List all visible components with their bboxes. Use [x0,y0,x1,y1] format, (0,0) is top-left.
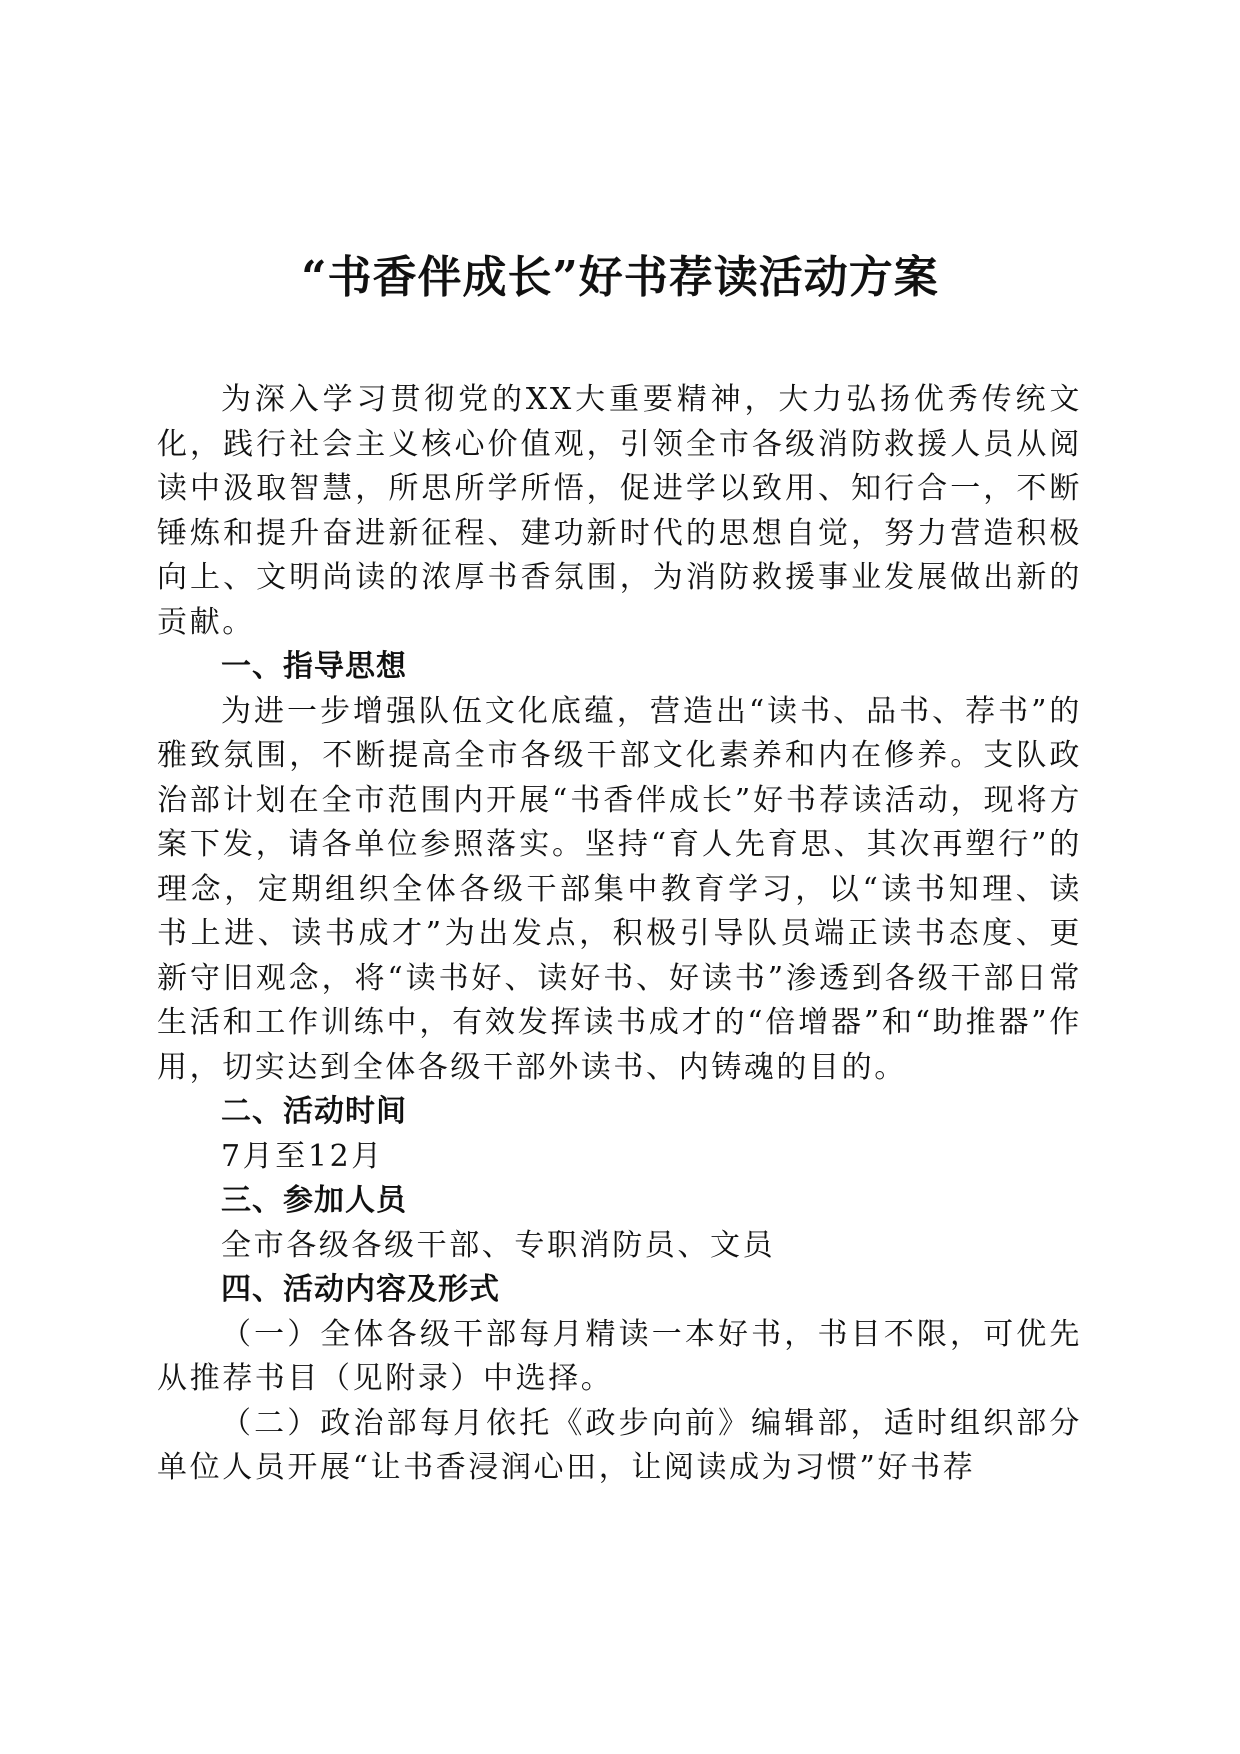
activity-time-paragraph: 7月至12月 [221,1138,384,1174]
participants-paragraph: 全市各级各级干部、专职消防员、文员 [221,1227,776,1263]
document-title: “书香伴成长”好书荐读活动方案 [301,252,939,303]
intro-paragraph: 为深入学习贯彻党的XX大重要精神，大力弘扬优秀传统文化，践行社会主义核心价值观，引领全市各级消防救援人员从阅读中汲取智慧，所思所学所悟，促进学以致用、知行合一，不断锤炼和提升奋进新征程、建功新时代的思想自觉，努力营造积极向上、文明尚读的浓厚书香氛围，为消防救援事业发展做出新的贡献。 [157,382,1082,640]
section-heading-content-and-form: 四、活动内容及形式 [221,1272,500,1307]
section-heading-participants: 三、参加人员 [221,1183,407,1218]
document-body [157,378,1082,1491]
content-item-1-paragraph: （一）全体各级干部每月精读一本好书，书目不限，可优先从推荐书目（见附录）中选择。 [157,1316,1082,1396]
section-heading-activity-time: 二、活动时间 [221,1094,407,1129]
section-heading-guiding-thought: 一、指导思想 [221,649,407,684]
content-item-2-paragraph: （二）政治部每月依托《政步向前》编辑部，适时组织部分单位人员开展“让书香浸润心田，让阅读成为习惯”好书荐 [157,1405,1082,1485]
guiding-thought-paragraph: 为进一步增强队伍文化底蕴，营造出“读书、品书、荐书”的雅致氛围，不断提高全市各级干部文化素养和内在修养。支队政治部计划在全市范围内开展“书香伴成长”好书荐读活动，现将方案下发，请各单位参照落实。坚持“育人先育思、其次再塑行”的理念，定期组织全体各级干部集中教育学习，以“读书知理、读书上进、读书成才”为出发点，积极引导队员端正读书态度、更新守旧观念，将“读书好、读好书、好读书”渗透到各级干部日常生活和工作训练中，有效发挥读书成才的“倍增器”和“助推器”作用，切实达到全体各级干部外读书、内铸魂的目的。 [157,693,1082,1085]
